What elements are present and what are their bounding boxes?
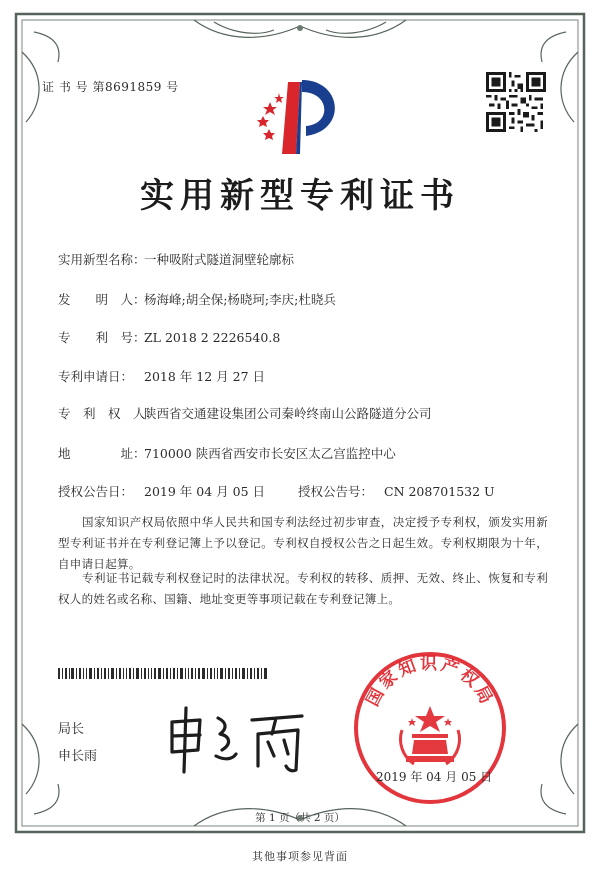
field-value: ZL 2018 2 2226540.8 <box>144 330 281 345</box>
field-label: 专 利 号： <box>58 330 146 345</box>
qr-code <box>486 72 546 132</box>
field-value: 一种吸附式隧道洞壁轮廓标 <box>144 252 295 267</box>
field-address <box>58 444 396 462</box>
barcode <box>58 668 268 679</box>
field-label: 发 明 人： <box>58 292 146 307</box>
svg-text:国家知识产权局 <box>363 654 497 710</box>
director-title: 局长 <box>58 722 85 737</box>
field-utility-model-name <box>58 250 294 268</box>
field-value: 2019 年 04 月 05 日 <box>144 484 265 499</box>
body-paragraph-2: 专利证书记载专利权登记时的法律状况。专利权的转移、质押、无效、终止、恢复和专利权人的姓名或名称、国籍、地址变更等事项记载在专利登记簿上。 <box>58 571 548 606</box>
seal-date: 2019 年 04 月 05 日 <box>376 770 493 784</box>
field-value: 2018 年 12 月 27 日 <box>144 369 265 384</box>
patent-office-logo <box>252 66 352 156</box>
field-patentee <box>58 404 432 422</box>
page-number: 第 1 页（共 2 页） <box>255 812 345 824</box>
field-label: 专 利 权 人： <box>58 406 159 421</box>
field-grant-number <box>298 482 495 500</box>
director-signature <box>160 700 320 780</box>
field-label: 专利申请日： <box>58 369 134 384</box>
field-label: 授权公告日： <box>58 484 134 499</box>
field-filing-date <box>58 367 265 385</box>
footer-note: 其他事项参见背面 <box>252 850 348 863</box>
field-grant-date <box>58 482 265 500</box>
field-value: CN 208701532 U <box>384 484 495 499</box>
certificate-title: 实用新型专利证书 <box>140 176 460 216</box>
field-inventors <box>58 290 336 308</box>
field-value: 710000 陕西省西安市长安区太乙宫监控中心 <box>144 446 396 461</box>
field-value: 陕西省交通建设集团公司秦岭终南山公路隧道分公司 <box>144 406 432 421</box>
certificate-number: 证 书 号 第8691859 号 <box>42 80 179 94</box>
field-patent-number <box>58 328 280 346</box>
body-paragraph-1: 国家知识产权局依照中华人民共和国专利法经过初步审查，决定授予专利权，颁发实用新型专利证书并在专利登记簿上予以登记。专利权自授权公告之日起生效。专利权期限为十年，自申请日起算。 <box>58 515 548 571</box>
director-name: 申长雨 <box>58 749 98 764</box>
seal-text: 国家知识产权局 <box>362 654 498 710</box>
field-label: 授权公告号： <box>298 484 374 499</box>
field-value: 杨海峰;胡全保;杨晓珂;李庆;杜晓兵 <box>144 292 336 307</box>
field-label: 实用新型名称： <box>58 252 146 267</box>
field-label: 地 址： <box>58 446 146 461</box>
